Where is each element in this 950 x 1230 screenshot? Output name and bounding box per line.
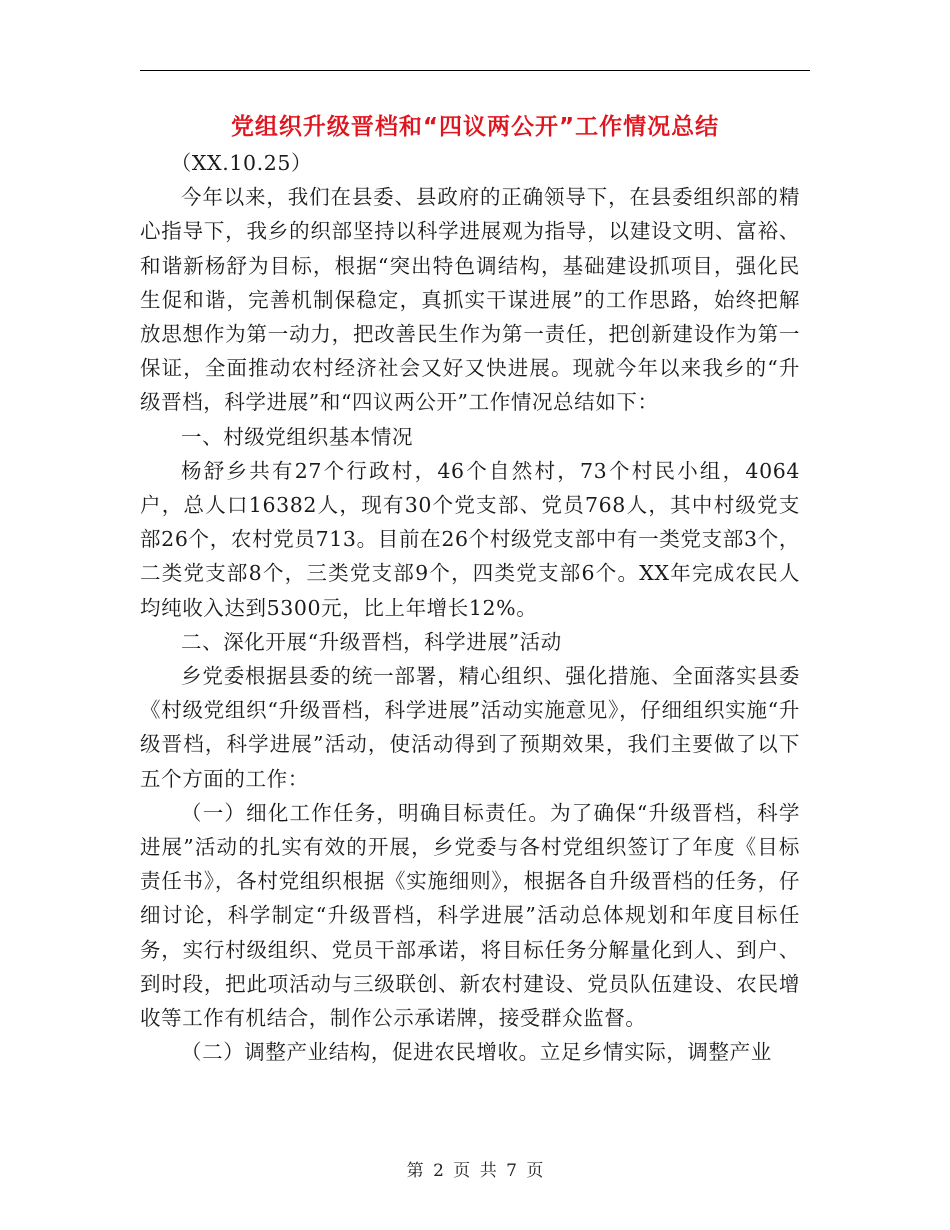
header-rule xyxy=(140,70,810,71)
document-title: 党组织升级晋档和“四议两公开”工作情况总结 xyxy=(230,114,720,140)
paragraph-intro: 今年以来，我们在县委、县政府的正确领导下，在县委组织部的精心指导下，我乡的织部坚持以科学进展观为指导，以建设文明、富裕、和谐新杨舒为目标，根据“突出特色调结构，基础建设抓项目，强化民生促和谐，完善机制保稳定，真抓实干谋进展”的工作思路，始终把解放思想作为第一动力，把改善民生作为第一责任，把创新建设作为第一保证，全面推动农村经济社会又好又快进展。现就今年以来我乡的“升级晋档，科学进展”和“四议两公开”工作情况总结如下： xyxy=(140,185,800,415)
section-heading-1: 一、村级党组织基本情况 xyxy=(181,424,414,449)
page-number-footer: 第 2 页 共 7 页 xyxy=(406,1161,544,1181)
document-body xyxy=(140,146,800,1069)
section-heading-2: 二、深化开展“升级晋档，科学进展”活动 xyxy=(181,629,562,654)
paragraph-basic-situation: 杨舒乡共有27个行政村，46个自然村，73个村民小组，4064户，总人口16382人，现有30个党支部、党员768人，其中村级党支部26个，农村党员713。目前在26个村级党支部中有一类党支部3个，二类党支部8个，三类党支部9个，四类党支部6个。XX年完成农民人均纯收入达到5300元，比上年增长12%。 xyxy=(140,458,800,620)
paragraph-activity-overview: 乡党委根据县委的统一部署，精心组织、强化措施、全面落实县委《村级党组织“升级晋档，科学进展”活动实施意见》，仔细组织实施“升级晋档，科学进展”活动，使活动得到了预期效果，我们主要做了以下五个方面的工作： xyxy=(140,664,800,791)
paragraph-subsection-1: （一）细化工作任务，明确目标责任。为了确保“升级晋档，科学进展”活动的扎实有效的开展，乡党委与各村党组织签订了年度《目标责任书》，各村党组织根据《实施细则》，根据各自升级晋档的任务，仔细讨论，科学制定“升级晋档，科学进展”活动总体规划和年度目标任务，实行村级组织、党员干部承诺，将目标任务分解量化到人、到户、到时段，把此项活动与三级联创、新农村建设、党员队伍建设、农民增收等工作有机结合，制作公示承诺牌，接受群众监督。 xyxy=(140,800,800,1031)
paragraph-subsection-2: （二）调整产业结构，促进农民增收。立足乡情实际，调整产业 xyxy=(181,1040,772,1065)
document-date: （XX.10.25） xyxy=(170,151,313,175)
